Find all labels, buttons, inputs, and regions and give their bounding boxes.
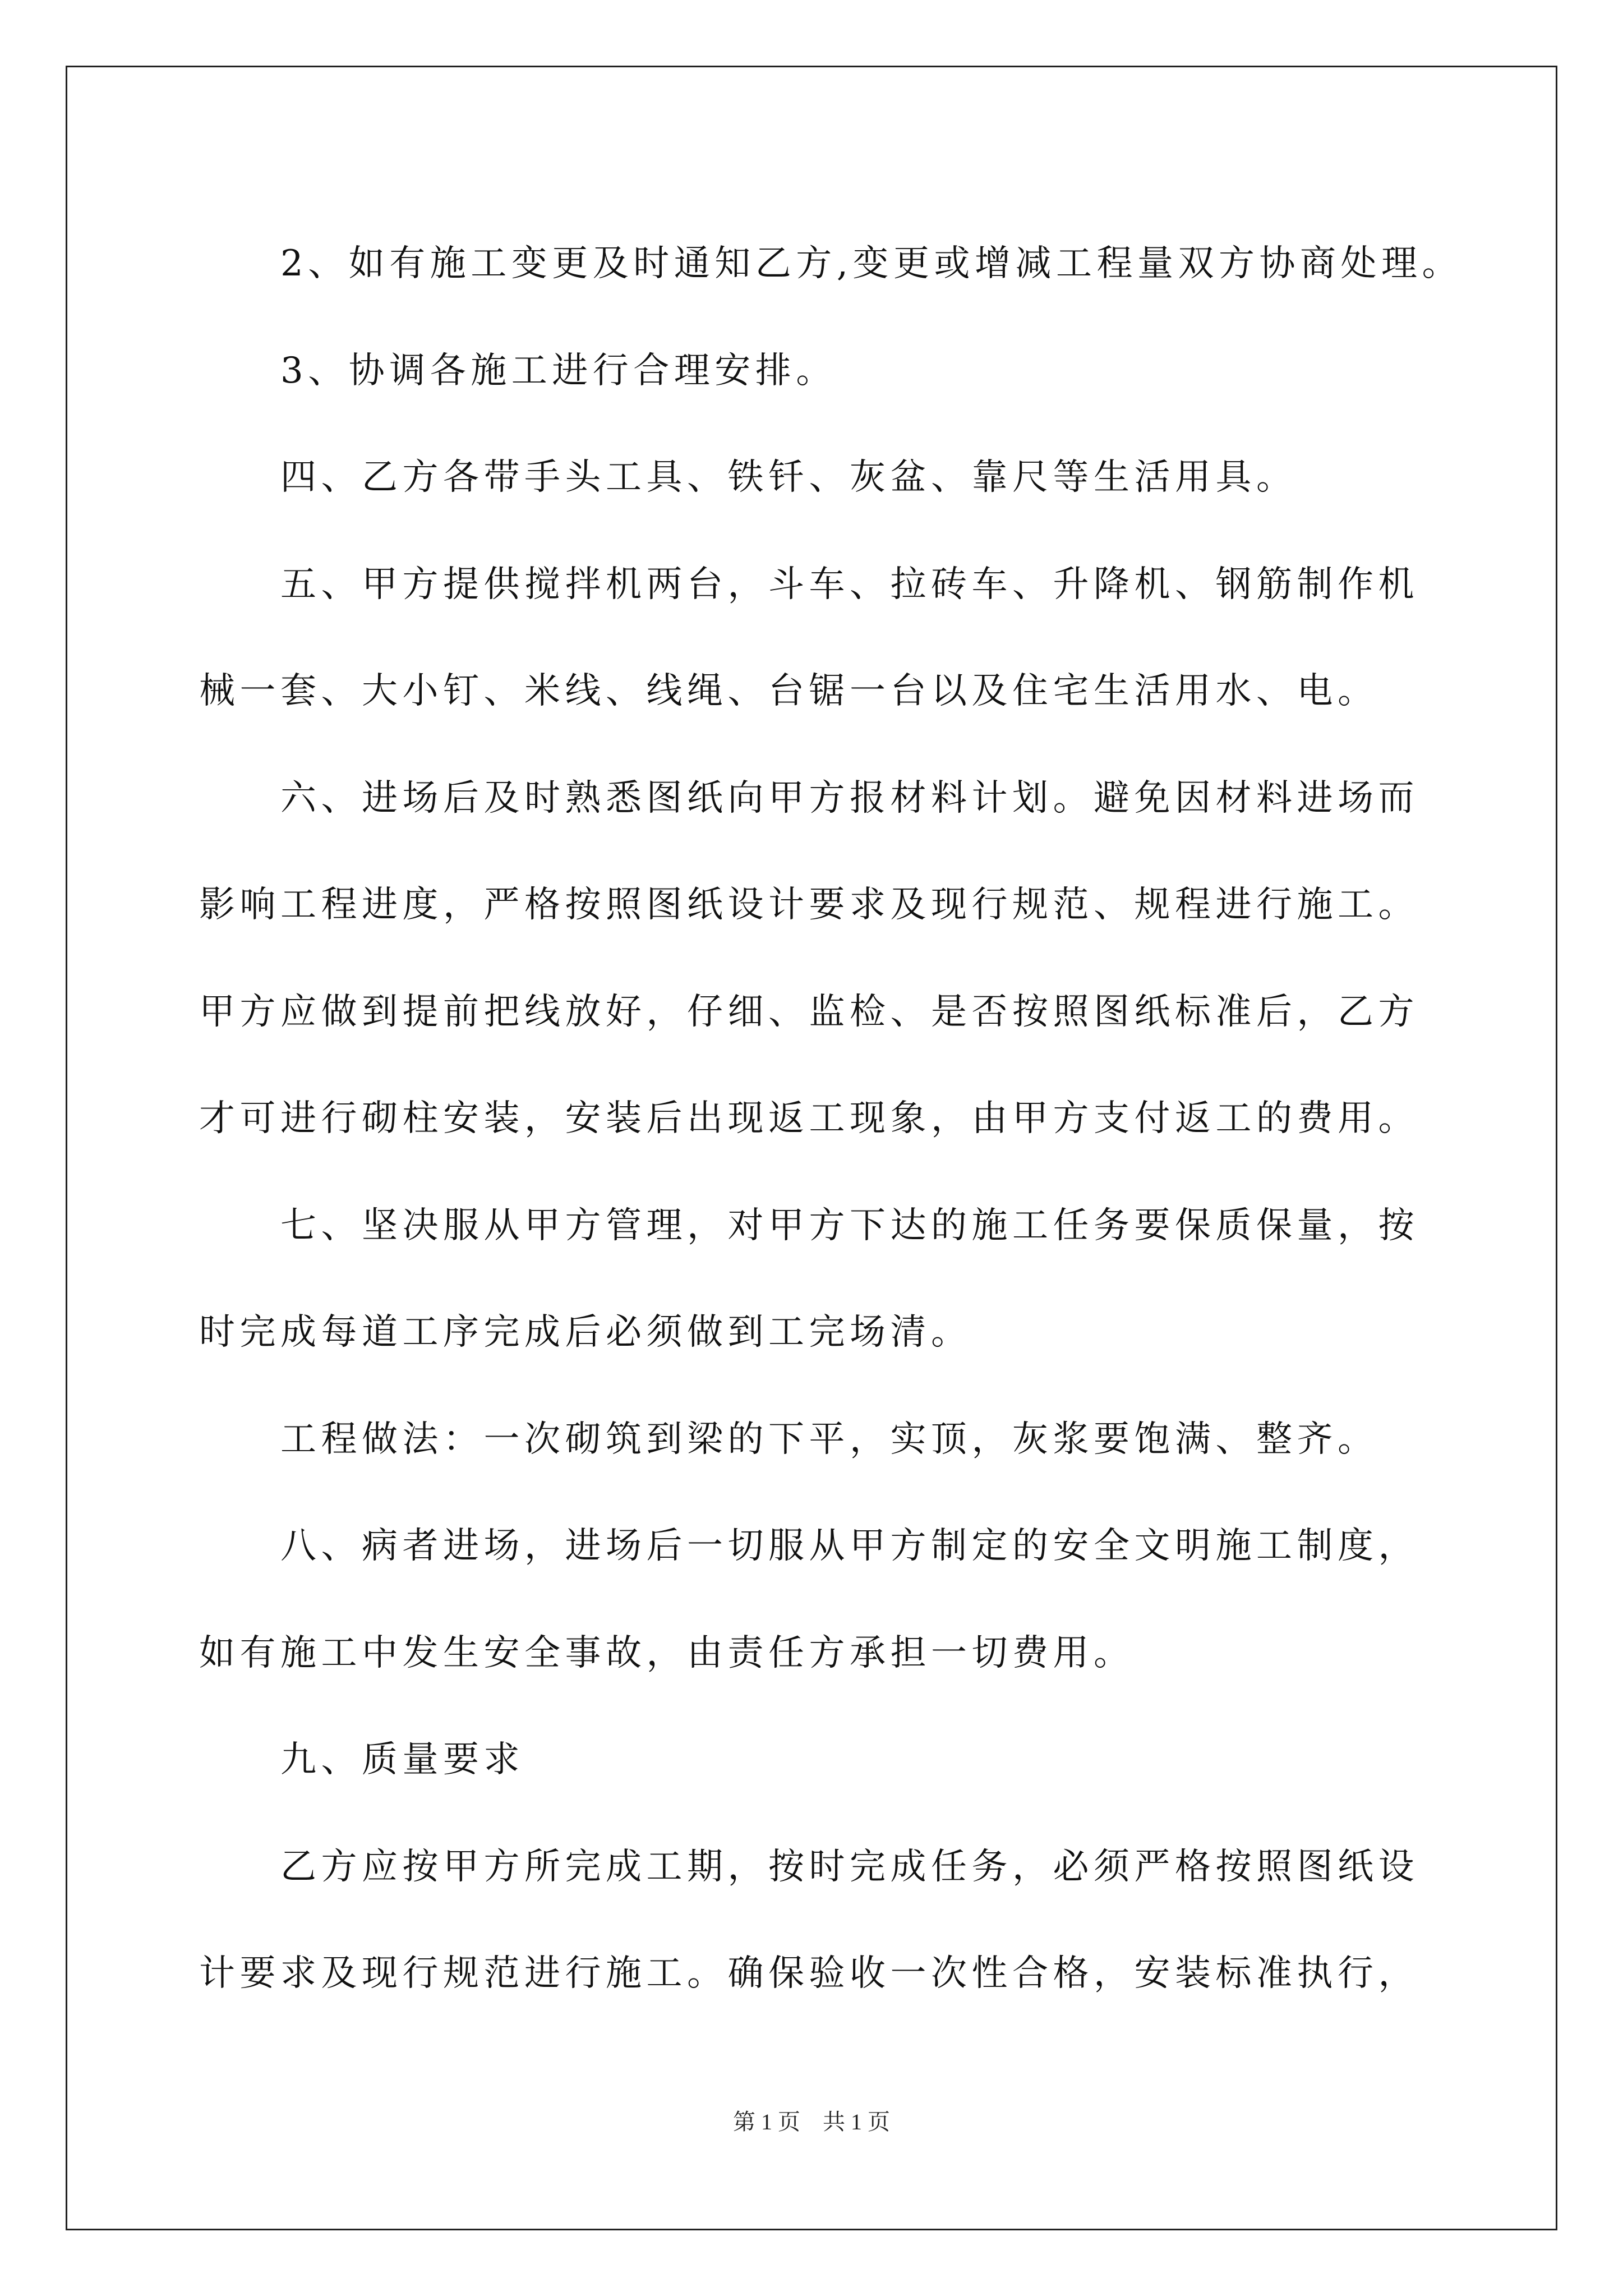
text-line: 甲方应做到提前把线放好，仔细、监检、是否按照图纸标准后，乙方 xyxy=(199,991,1419,1033)
text-line: 才可进行砌柱安装，安装后出现返工现象，由甲方支付返工的费用。 xyxy=(199,1098,1419,1139)
page-number-footer: 第 1 页 共 1 页 xyxy=(733,2109,890,2134)
text-line: 七、坚决服从甲方管理，对甲方下达的施工任务要保质保量，按 xyxy=(280,1204,1419,1246)
text-line: 四、乙方各带手头工具、铁钎、灰盆、靠尺等生活用具。 xyxy=(280,457,1297,498)
text-line: 九、质量要求 xyxy=(280,1739,524,1780)
text-line: 乙方应按甲方所完成工期，按时完成任务，必须严格按照图纸设 xyxy=(280,1846,1419,1888)
text-line: 影响工程进度，严格按照图纸设计要求及现行规范、规程进行施工。 xyxy=(199,884,1419,926)
text-line: 八、病者进场，进场后一切服从甲方制定的安全文明施工制度， xyxy=(280,1525,1419,1567)
text-line: 2、如有施工变更及时通知乙方,变更或增减工程量双方协商处理。 xyxy=(280,243,1463,284)
text-line: 工程做法：一次砌筑到梁的下平，实顶，灰浆要饱满、整齐。 xyxy=(280,1418,1378,1460)
text-line: 计要求及现行规范进行施工。确保验收一次性合格，安装标准执行， xyxy=(199,1953,1419,1994)
text-line: 3、协调各施工进行合理安排。 xyxy=(280,349,837,392)
text-line: 械一套、大小钉、米线、线绳、台锯一台以及住宅生活用水、电。 xyxy=(199,670,1378,712)
document-body xyxy=(199,210,1463,2027)
text-line: 如有施工中发生安全事故，由责任方承担一切费用。 xyxy=(199,1632,1135,1674)
text-line: 六、进场后及时熟悉图纸向甲方报材料计划。避免因材料进场而 xyxy=(280,777,1419,819)
text-line: 时完成每道工序完成后必须做到工完场清。 xyxy=(199,1312,972,1353)
text-line: 五、甲方提供搅拌机两台，斗车、拉砖车、升降机、钢筋制作机 xyxy=(280,563,1419,605)
